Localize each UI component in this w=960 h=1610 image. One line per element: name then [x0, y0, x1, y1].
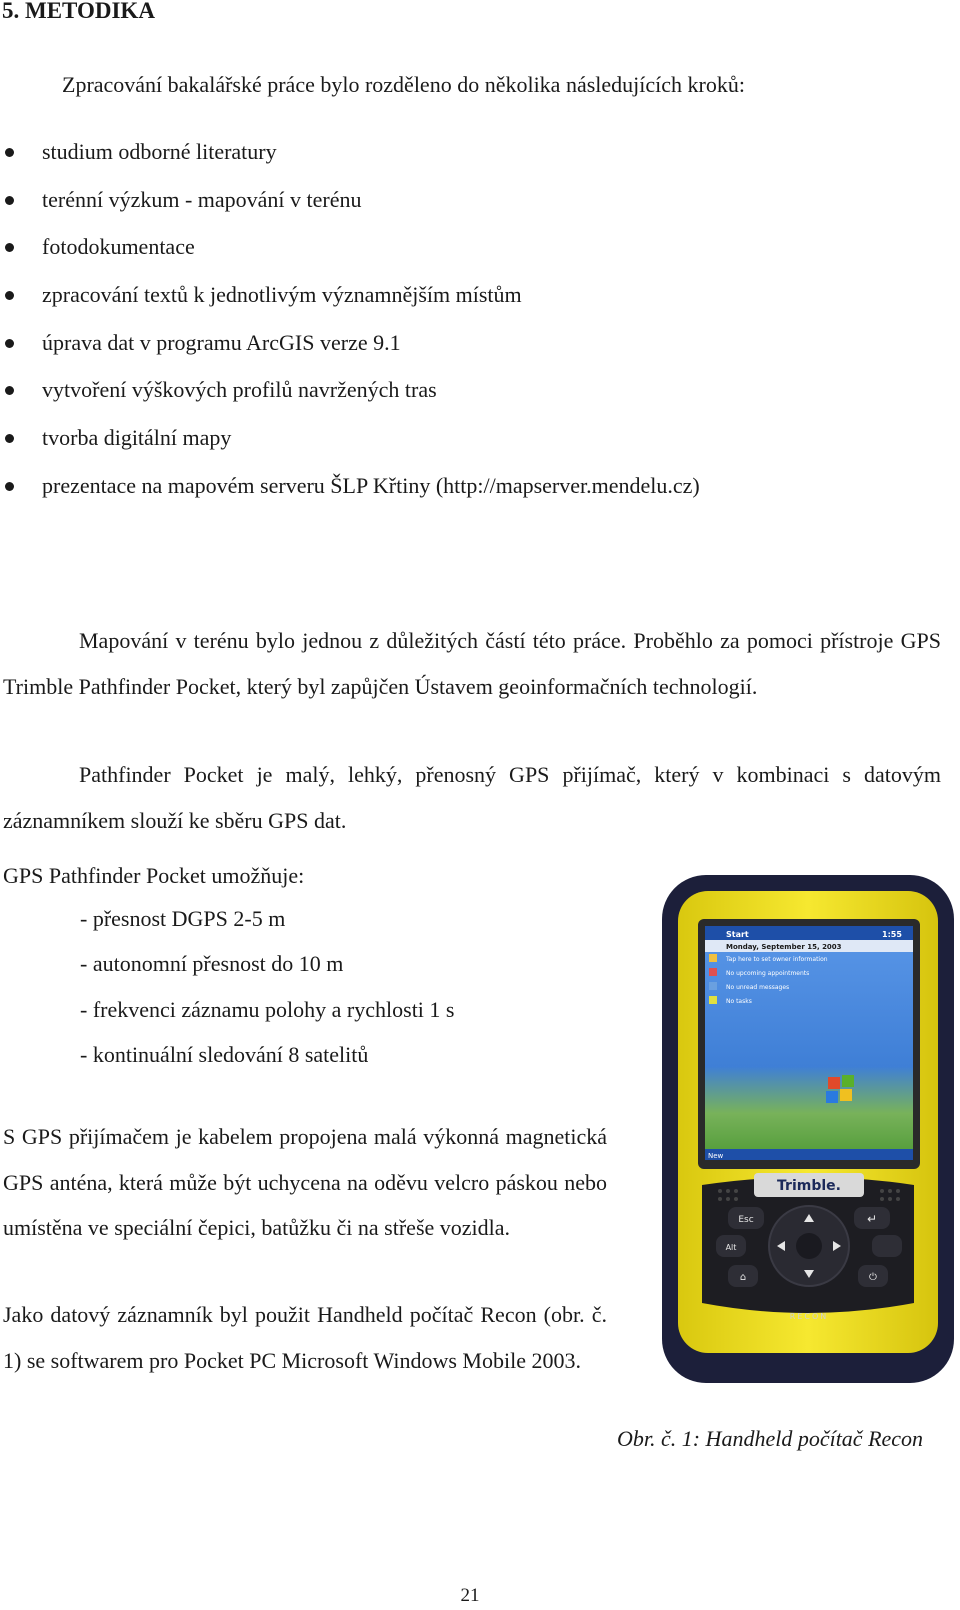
figure-caption: Obr. č. 1: Handheld počítač Recon [616, 1426, 924, 1451]
list-item: terénní výzkum - mapování v terénu [0, 186, 940, 234]
spec-intro: GPS Pathfinder Pocket umožňuje: [3, 863, 305, 888]
screen-owner: Tap here to set owner information [726, 956, 828, 963]
list-item: fotodokumentace [0, 233, 940, 281]
bullet-icon [5, 243, 14, 252]
screen-appointments: No upcoming appointments [726, 970, 810, 977]
list-item: - kontinuální sledování 8 satelitů [80, 1041, 369, 1067]
bullet-icon [5, 196, 14, 205]
bullet-icon [5, 434, 14, 443]
screen-start-label: Start [726, 930, 749, 939]
bullet-icon [5, 291, 14, 300]
paragraph-mapping: Mapování v terénu bylo jednou z důležitých částí této práce. Proběhlo za pomoci přístroje GPS Trimble Pathfinder Pocket, který byl zapůjčen Ústavem geoinformačních technologií. [3, 628, 941, 699]
screen-messages: No unread messages [726, 984, 790, 991]
paragraph-antenna: S GPS přijímačem je kabelem propojena malá výkonná magnetická GPS anténa, která může být uchycena na oděvu velcro páskou nebo umístěna ve speciální čepici, batůžku či na střeše vozidla. [3, 1124, 607, 1240]
bullet-icon [5, 339, 14, 348]
list-item: úprava dat v programu ArcGIS verze 9.1 [0, 329, 940, 377]
trimble-logo: Trimble. [777, 1178, 841, 1194]
list-item: vytvoření výškových profilů navržených tras [0, 376, 940, 424]
steps-list [0, 138, 940, 520]
spec-list [80, 905, 454, 1086]
recon-model-label: RECON [789, 1312, 829, 1321]
screen-time: 1:55 [882, 930, 902, 939]
esc-key: Esc [738, 1215, 754, 1225]
paragraph-pathfinder: Pathfinder Pocket je malý, lehký, přenosný GPS přijímač, který v kombinaci s datovým záznamníkem slouží ke sběru GPS dat. [3, 762, 941, 833]
paragraph-recon: Jako datový záznamník byl použit Handheld počítač Recon (obr. č. 1) se softwarem pro Pocket PC Microsoft Windows Mobile 2003. [3, 1302, 607, 1373]
bullet-icon [5, 148, 14, 157]
list-item: - přesnost DGPS 2-5 m [80, 906, 286, 931]
bullet-icon [5, 386, 14, 395]
bullet-icon [5, 482, 14, 491]
intro-text: Zpracování bakalářské práce bylo rozděleno do několika následujících kroků: [62, 72, 745, 97]
list-item: - autonomní přesnost do 10 m [80, 951, 344, 977]
recon-handheld-image [658, 873, 958, 1385]
list-item: zpracování textů k jednotlivým významnějším místům [0, 281, 940, 329]
screen-new-label: New [708, 1152, 724, 1160]
list-item: - frekvenci záznamu polohy a rychlosti 1 s [80, 996, 455, 1022]
screen-tasks: No tasks [726, 998, 752, 1005]
alt-key: Alt [725, 1243, 737, 1252]
windows-logo-icon [826, 1075, 854, 1103]
power-key-icon: ⏻ [869, 1272, 877, 1283]
home-key-icon: ⌂ [739, 1272, 747, 1283]
list-item: studium odborné literatury [0, 138, 940, 186]
enter-key-icon: ↵ [866, 1212, 878, 1226]
screen-date: Monday, September 15, 2003 [726, 943, 842, 951]
list-item: tvorba digitální mapy [0, 424, 940, 472]
section-heading: 5. METODIKA [2, 0, 155, 23]
list-item: prezentace na mapovém serveru ŠLP Křtiny (http://mapserver.mendelu.cz) [0, 472, 940, 520]
page-number: 21 [460, 1585, 480, 1606]
